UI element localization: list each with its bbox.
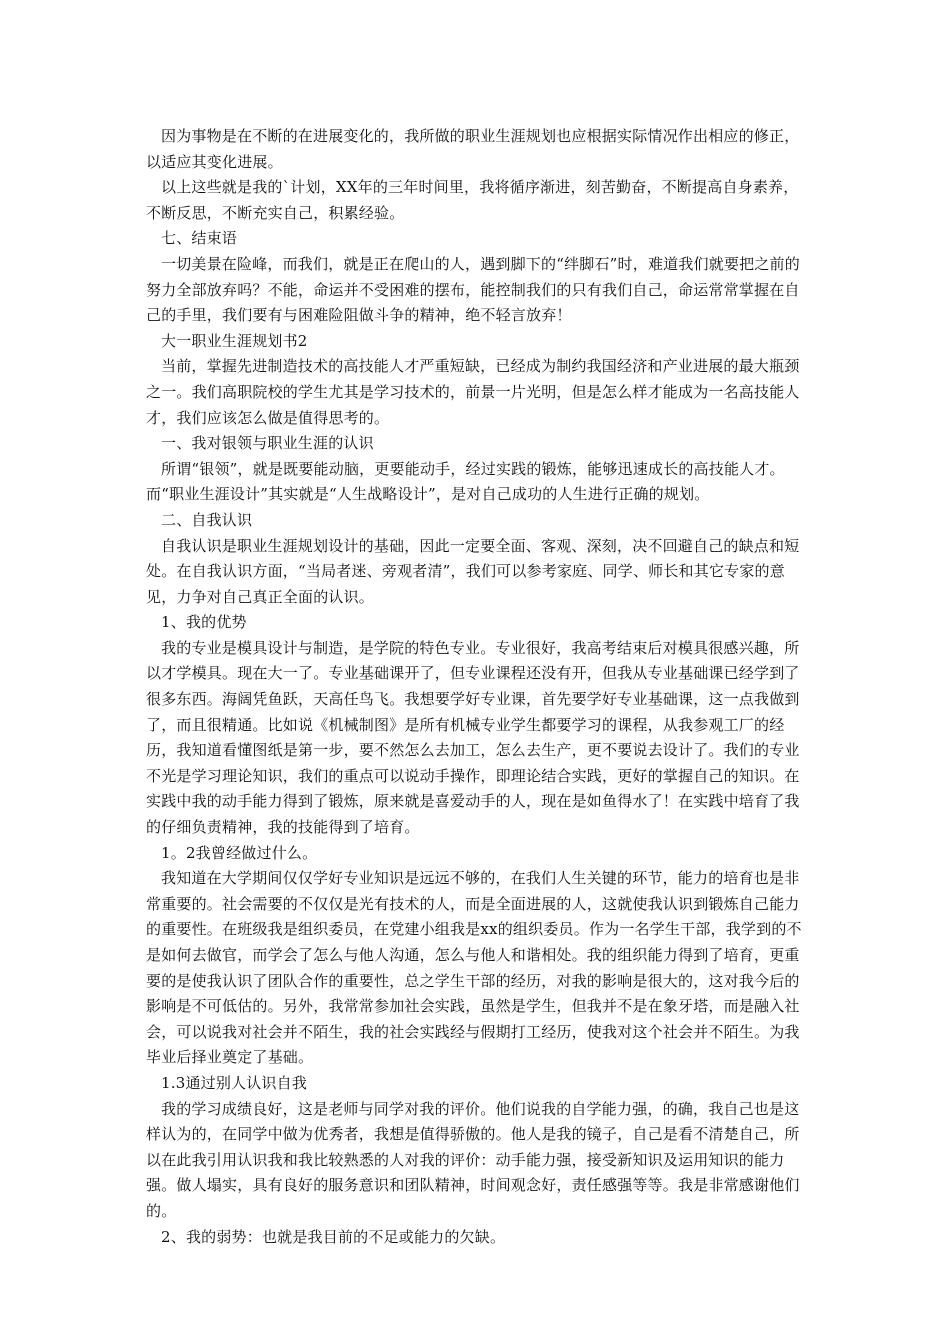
document-body	[146, 124, 806, 1250]
section-heading: 1、我的优势	[161, 613, 247, 632]
section-heading: 一、我对银领与职业生涯的认识	[161, 434, 374, 453]
body-paragraph: 以上这些就是我的`计划，XX年的三年时间里，我将循序渐进，刻苦勤奋，不断提高自身素养，不断反思，不断充实自己，积累经验。	[146, 178, 799, 222]
section-heading: 大一职业生涯规划书2	[161, 331, 308, 350]
body-paragraph: 当前，掌握先进制造技术的高技能人才严重短缺，已经成为制约我国经济和产业进展的最大瓶颈之一。我们高职院校的学生尤其是学习技术的，前景一片光明，但是怎么样才能成为一名高技能人才，我们应该怎么做是值得思考的。	[146, 357, 800, 427]
body-paragraph: 我的专业是模具设计与制造，是学院的特色专业。专业很好，我高考结束后对模具很感兴趣，所以才学模具。现在大一了。专业基础课开了，但专业课程还没有开，但我从专业基础课已经学到了很多东西。海阔凭鱼跃，天高任鸟飞。我想要学好专业课，首先要学好专业基础课，这一点我做到了，而且很精通。比如说《机械制图》是所有机械专业学生都要学习的课程，从我参观工厂的经历，我知道看懂图纸是第一步，要不然怎么去加工，怎么去生产，更不要说去设计了。我们的专业不光是学习理论知识，我们的重点可以说动手操作，即理论结合实践，更好的掌握自己的知识。在实践中我的动手能力得到了锻炼，原来就是喜爱动手的人，现在是如鱼得水了！在实践中培育了我的仔细负责精神，我的技能得到了培育。	[146, 638, 800, 837]
body-paragraph: 所谓“银领”，就是既要能动脑，更要能动手，经过实践的锻炼，能够迅速成长的高技能人才。而“职业生涯设计”其实就是“人生战略设计”，是对自己成功的人生进行正确的规划。	[146, 459, 785, 504]
body-paragraph: 因为事物是在不断的在进展变化的，我所做的职业生涯规划也应根据实际情况作出相应的修正，以适应其变化进展。	[146, 127, 800, 171]
body-paragraph: 我的学习成绩良好，这是老师与同学对我的评价。他们说我的自学能力强，的确，我自己也是这样认为的，在同学中做为优秀者，我想是值得骄傲的。他人是我的镜子，自己是看不清楚自己，所以在此我引用认识我和我比较熟悉的人对我的评价：动手能力强，接受新知识及运用知识的能力强。做人塌实，具有良好的服务意识和团队精神，时间观念好，责任感强等等。我是非常感谢他们的。	[146, 1099, 800, 1220]
body-paragraph: 我知道在大学期间仅仅学好专业知识是远远不够的，在我们人生关键的环节，能力的培育也是非常重要的。社会需要的不仅仅是光有技术的人，而是全面进展的人，这就使我认识到锻炼自己能力的重要性。在班级我是组织委员，在党建小组我是xx的组织委员。作为一名学生干部，我学到的不是如何去做官，而学会了怎么与他人沟通，怎么与他人和谐相处。我的组织能力得到了培育，更重要的是使我认识了团队合作的重要性，总之学生干部的经历，对我的影响是很大的，这对我今后的影响是不可低估的。另外，我常常参加社会实践，虽然是学生，但我并不是在象牙塔，而是融入社会，可以说我对社会并不陌生，我的社会实践经与假期打工经历，使我对这个社会并不陌生。为我毕业后择业奠定了基础。	[146, 869, 802, 1067]
section-heading: 1。2我曾经做过什么。	[161, 843, 318, 862]
body-paragraph: 一切美景在险峰，而我们，就是正在爬山的人，遇到脚下的“绊脚石”时，难道我们就要把之前的努力全部放弃吗？不能，命运并不受困难的摆布，能控制我们的只有我们自己，命运常常掌握在自己的手里，我们要有与困难险阻做斗争的精神，绝不轻言放弃！	[146, 254, 800, 325]
section-heading: 1.3通过别人认识自我	[161, 1073, 308, 1092]
section-heading: 七、结束语	[161, 229, 238, 248]
section-heading: 2、我的弱势：也就是我目前的不足或能力的欠缺。	[161, 1227, 506, 1246]
body-paragraph: 自我认识是职业生涯规划设计的基础，因此一定要全面、客观、深刻，决不回避自己的缺点和短处。在自我认识方面，“当局者迷、旁观者清”，我们可以参考家庭、同学、师长和其它专家的意见，力争对自己真正全面的认识。	[146, 536, 800, 606]
section-heading: 二、自我认识	[161, 510, 253, 529]
